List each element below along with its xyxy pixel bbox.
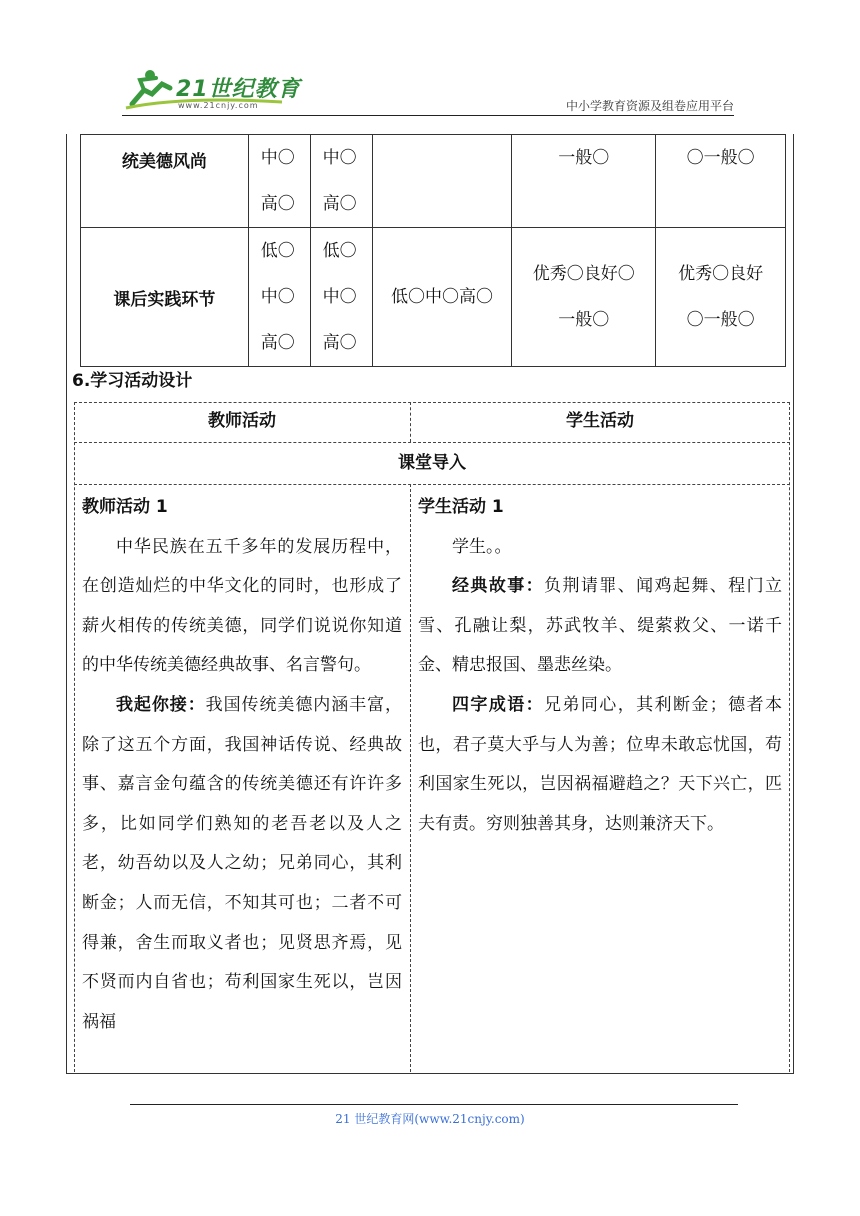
evaluation-table xyxy=(80,134,786,367)
student-activity-content xyxy=(418,488,782,844)
table-border-top xyxy=(74,402,790,403)
stage-header: 课堂导入 xyxy=(398,453,466,473)
table-row xyxy=(81,135,786,228)
rating-cell: 低〇 中〇 高〇 xyxy=(310,228,372,367)
rating-cell: 优秀〇良好〇 一般〇 xyxy=(512,228,656,367)
teacher-paragraph: 我起你接：我国传统美德内涵丰富，除了这五个方面，我国神话传说、经典故事、嘉言金句蕴含的传统美德还有许许多多，比如同学们熟知的老吾老以及人之老，幼吾幼以及人之幼；兄弟同心，其利断金；人而无信，不知其可也；二者不可得兼，舍生而取义者也；见贤思齐焉，见不贤而内自省也；苟利国家生死以，岂因祸福 xyxy=(82,694,403,1032)
student-paragraph: 经典故事：负荆请罪、闻鸡起舞、程门立雪、孔融让梨，苏武牧羊、缇萦救父、一诺千金、精忠报国、墨悲丝染。 xyxy=(418,576,783,676)
rating-cell: 中〇 高〇 xyxy=(248,135,310,228)
logo-url: www.21cnjy.com xyxy=(178,101,259,110)
table-border-left xyxy=(74,402,75,1072)
table-row xyxy=(81,228,786,367)
table-border-right xyxy=(789,402,790,1072)
table-divider xyxy=(74,442,790,443)
activity-table xyxy=(74,402,790,1072)
teacher-activity-header: 教师活动 xyxy=(208,411,276,431)
teacher-activity-title: 教师活动 1 xyxy=(82,497,168,517)
student-paragraph: 学生。。 xyxy=(452,536,512,557)
platform-name: 中小学教育资源及组卷应用平台 xyxy=(565,99,734,113)
criterion-name: 统美德风尚 xyxy=(81,135,249,228)
table-divider xyxy=(74,484,790,485)
rating-cell xyxy=(372,135,512,228)
criterion-name: 课后实践环节 xyxy=(81,228,249,367)
rating-cell: 一般〇 xyxy=(512,135,656,228)
column-divider xyxy=(410,484,411,1072)
student-activity-header: 学生活动 xyxy=(566,411,634,431)
footer-text: 21 世纪教育网(www.21cnjy.com) xyxy=(335,1112,525,1126)
rating-cell: 〇一般〇 xyxy=(656,135,786,228)
teacher-activity-content xyxy=(82,488,402,1042)
header-divider xyxy=(122,115,734,116)
page-header xyxy=(0,0,860,120)
logo-text: 21世纪教育 xyxy=(176,77,301,102)
student-paragraph: 四字成语：兄弟同心，其利断金；德者本也，君子莫大乎与人为善；位卑未敢忘忧国，苟利国家生死以，岂因祸福避趋之？天下兴亡，匹夫有责。穷则独善其身，达则兼济天下。 xyxy=(418,694,783,834)
rating-cell: 中〇 高〇 xyxy=(310,135,372,228)
rating-cell: 低〇中〇高〇 xyxy=(372,228,512,367)
section-title: 6.学习活动设计 xyxy=(72,371,193,391)
rating-cell: 低〇 中〇 高〇 xyxy=(248,228,310,367)
footer-divider xyxy=(130,1104,738,1105)
teacher-paragraph: 中华民族在五千多年的发展历程中，在创造灿烂的中华文化的同时，也形成了薪火相传的传统美德，同学们说说你知道的中华传统美德经典故事、名言警句。 xyxy=(82,536,402,676)
rating-cell: 优秀〇良好 〇一般〇 xyxy=(656,228,786,367)
student-activity-title: 学生活动 1 xyxy=(418,497,504,517)
